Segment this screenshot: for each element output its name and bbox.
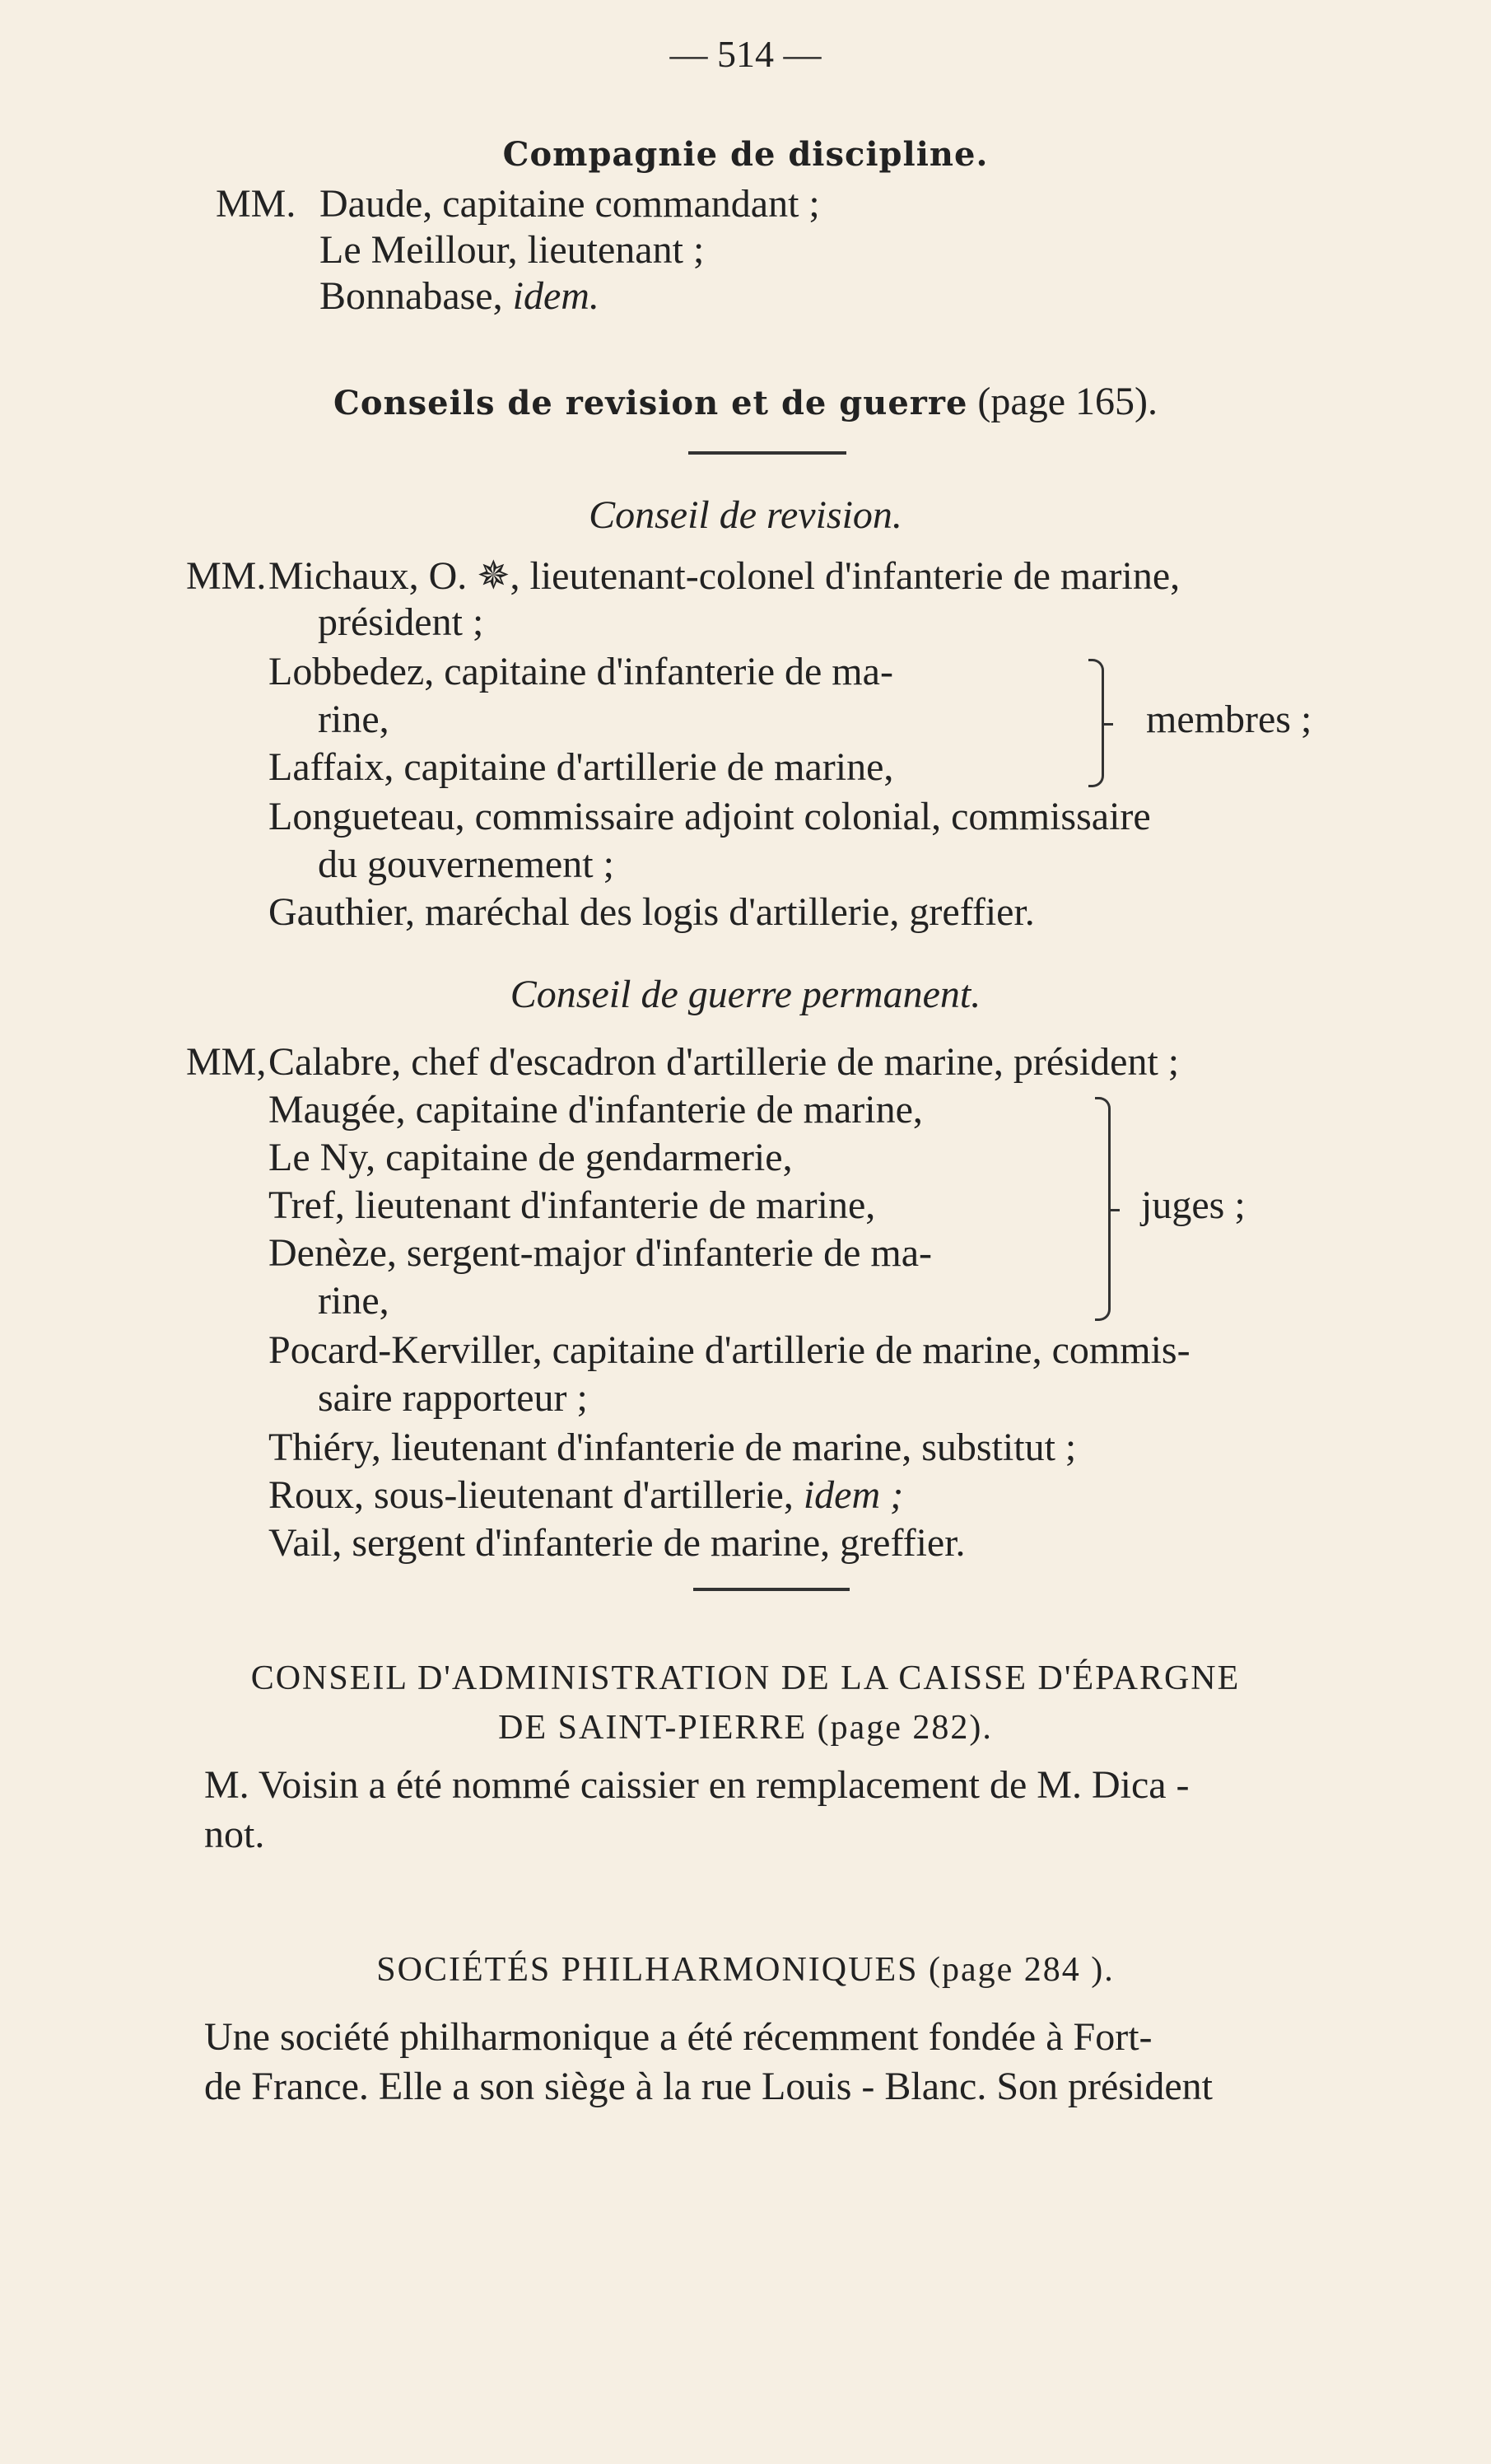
guerre-line-7: Pocard-Kerviller, capitaine d'artillerie de marine, commis- [268, 1328, 1190, 1372]
revision-line-6: Longueteau, commissaire adjoint colonial, commissaire [268, 795, 1151, 838]
guerre-line-2: Maugée, capitaine d'infanterie de marine, [268, 1088, 923, 1132]
membres-label: membres ; [1146, 698, 1312, 741]
discipline-line-1: Daude, capitaine commandant ; [319, 182, 820, 226]
revision-line-8: Gauthier, maréchal des logis d'artillerie, greffier. [268, 890, 1035, 934]
section-heading-caisse-1: CONSEIL D'ADMINISTRATION DE LA CAISSE D'ÉPARGNE [250, 1659, 1241, 1697]
guerre-line-5: Denèze, sergent-major d'infanterie de ma- [268, 1231, 933, 1275]
divider [688, 451, 846, 455]
discipline-line-3: Bonnabase, idem. [319, 274, 599, 318]
caisse-text-line-2: not. [204, 1813, 265, 1856]
revision-line-4: rine, [318, 698, 389, 741]
revision-line-5: Laffaix, capitaine d'artillerie de marine, [268, 745, 894, 789]
revision-line-3: Lobbedez, capitaine d'infanterie de ma- [268, 650, 893, 693]
guerre-line-6: rine, [318, 1279, 389, 1323]
societes-text-line-2: de France. Elle a son siège à la rue Louis - Blanc. Son président [204, 2065, 1213, 2108]
guerre-prefix: MM, [186, 1040, 267, 1084]
page-number: — 514 — [669, 33, 822, 75]
revision-line-2: président ; [318, 600, 484, 644]
guerre-line-9: Thiéry, lieutenant d'infanterie de marine, substitut ; [268, 1426, 1077, 1469]
societes-text-line-1: Une société philharmonique a été récemment fondée à Fort- [204, 2015, 1153, 2059]
juges-label: juges ; [1141, 1183, 1246, 1227]
guerre-line-11: Vail, sergent d'infanterie de marine, greffier. [268, 1521, 966, 1565]
section-heading-societes: SOCIÉTÉS PHILHARMONIQUES (page 284 ). [376, 1951, 1115, 1989]
subheading-revision: Conseil de revision. [589, 493, 902, 537]
discipline-prefix: MM. [216, 182, 296, 226]
divider [693, 1588, 850, 1591]
guerre-line-10: Roux, sous-lieutenant d'artillerie, idem ; [268, 1473, 904, 1517]
revision-prefix: MM. [186, 554, 267, 598]
guerre-line-4: Tref, lieutenant d'infanterie de marine, [268, 1183, 876, 1227]
brace [1095, 1097, 1111, 1321]
revision-line-7: du gouvernement ; [318, 842, 614, 886]
brace [1088, 659, 1104, 787]
guerre-line-1: Calabre, chef d'escadron d'artillerie de marine, président ; [268, 1040, 1180, 1084]
discipline-line-2: Le Meillour, lieutenant ; [319, 228, 705, 272]
section-heading-conseils: Conseils de revision et de guerre (page 165). [333, 380, 1158, 423]
guerre-line-3: Le Ny, capitaine de gendarmerie, [268, 1136, 793, 1179]
subheading-guerre: Conseil de guerre permanent. [510, 973, 981, 1016]
guerre-line-8: saire rapporteur ; [318, 1376, 588, 1420]
caisse-text-line-1: M. Voisin a été nommé caissier en remplacement de M. Dica - [204, 1763, 1190, 1807]
section-heading-caisse-2: DE SAINT-PIERRE (page 282). [498, 1709, 993, 1747]
section-heading-discipline: Compagnie de discipline. [502, 135, 989, 174]
revision-line-1: Michaux, O. ✵, lieutenant-colonel d'infanterie de marine, [268, 554, 1181, 598]
